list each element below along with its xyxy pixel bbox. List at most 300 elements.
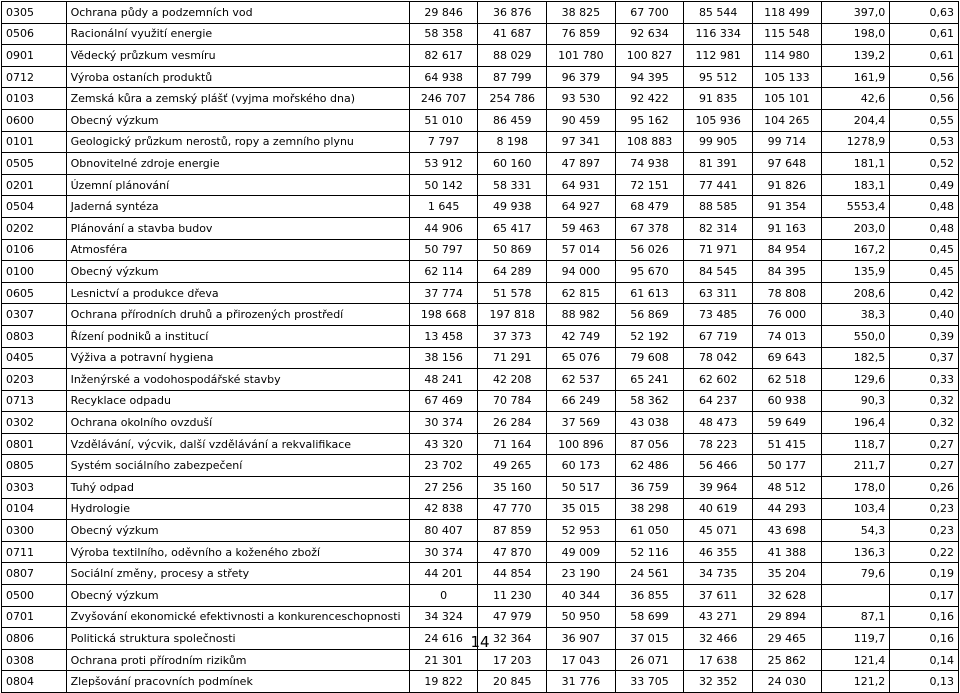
value-3: 52 953 — [547, 520, 616, 542]
share-ratio: 0,14 — [890, 649, 959, 671]
value-1: 62 114 — [409, 261, 478, 283]
row-name: Obnovitelné zdroje energie — [66, 153, 409, 175]
value-6: 51 415 — [753, 433, 822, 455]
row-code: 0303 — [2, 477, 67, 499]
row-name: Ochrana proti přírodním rizikům — [66, 649, 409, 671]
value-3: 35 015 — [547, 498, 616, 520]
table-row — [2, 23, 959, 45]
table-row — [2, 88, 959, 110]
row-code: 0713 — [2, 390, 67, 412]
table-row — [2, 174, 959, 196]
table-row — [2, 606, 959, 628]
index-percent: 198,0 — [821, 23, 890, 45]
share-ratio: 0,56 — [890, 88, 959, 110]
share-ratio: 0,22 — [890, 541, 959, 563]
row-code: 0201 — [2, 174, 67, 196]
index-percent: 1278,9 — [821, 131, 890, 153]
index-percent: 119,7 — [821, 628, 890, 650]
row-name: Zvyšování ekonomické efektivnosti a konkurenceschopnosti — [66, 606, 409, 628]
value-2: 87 859 — [478, 520, 547, 542]
row-name: Hydrologie — [66, 498, 409, 520]
value-2: 65 417 — [478, 217, 547, 239]
share-ratio: 0,61 — [890, 45, 959, 67]
row-code: 0803 — [2, 325, 67, 347]
share-ratio: 0,16 — [890, 606, 959, 628]
value-5: 62 602 — [684, 369, 753, 391]
value-2: 87 799 — [478, 66, 547, 88]
value-3: 38 825 — [547, 2, 616, 24]
value-4: 24 561 — [615, 563, 684, 585]
value-5: 73 485 — [684, 304, 753, 326]
value-4: 95 670 — [615, 261, 684, 283]
value-6: 32 628 — [753, 585, 822, 607]
index-percent: 121,4 — [821, 649, 890, 671]
row-name: Zlepšování pracovních podmínek — [66, 671, 409, 693]
value-3: 90 459 — [547, 109, 616, 131]
index-percent: 5553,4 — [821, 196, 890, 218]
index-percent: 203,0 — [821, 217, 890, 239]
value-4: 26 071 — [615, 649, 684, 671]
index-percent: 139,2 — [821, 45, 890, 67]
value-6: 105 133 — [753, 66, 822, 88]
value-5: 40 619 — [684, 498, 753, 520]
value-1: 7 797 — [409, 131, 478, 153]
value-6: 69 643 — [753, 347, 822, 369]
row-code: 0203 — [2, 369, 67, 391]
value-5: 56 466 — [684, 455, 753, 477]
row-code: 0701 — [2, 606, 67, 628]
value-4: 36 759 — [615, 477, 684, 499]
value-3: 37 569 — [547, 412, 616, 434]
value-6: 115 548 — [753, 23, 822, 45]
value-3: 49 009 — [547, 541, 616, 563]
index-percent: 208,6 — [821, 282, 890, 304]
value-5: 116 334 — [684, 23, 753, 45]
value-5: 77 441 — [684, 174, 753, 196]
row-name: Vzdělávání, výcvik, další vzdělávání a rekvalifikace — [66, 433, 409, 455]
row-name: Obecný výzkum — [66, 585, 409, 607]
table-row — [2, 541, 959, 563]
value-1: 21 301 — [409, 649, 478, 671]
value-5: 32 466 — [684, 628, 753, 650]
value-6: 84 395 — [753, 261, 822, 283]
row-code: 0302 — [2, 412, 67, 434]
value-1: 246 707 — [409, 88, 478, 110]
value-4: 79 608 — [615, 347, 684, 369]
value-1: 34 324 — [409, 606, 478, 628]
row-code: 0807 — [2, 563, 67, 585]
row-code: 0300 — [2, 520, 67, 542]
value-1: 27 256 — [409, 477, 478, 499]
value-2: 58 331 — [478, 174, 547, 196]
value-4: 58 362 — [615, 390, 684, 412]
value-6: 24 030 — [753, 671, 822, 693]
row-name: Ochrana okolního ovzduší — [66, 412, 409, 434]
value-6: 76 000 — [753, 304, 822, 326]
index-percent: 87,1 — [821, 606, 890, 628]
index-percent: 121,2 — [821, 671, 890, 693]
row-code: 0103 — [2, 88, 67, 110]
value-1: 51 010 — [409, 109, 478, 131]
value-2: 254 786 — [478, 88, 547, 110]
value-3: 40 344 — [547, 585, 616, 607]
value-1: 43 320 — [409, 433, 478, 455]
share-ratio: 0,39 — [890, 325, 959, 347]
table-row — [2, 498, 959, 520]
row-code: 0506 — [2, 23, 67, 45]
row-name: Výživa a potravní hygiena — [66, 347, 409, 369]
table-body — [2, 2, 959, 693]
index-percent: 550,0 — [821, 325, 890, 347]
value-2: 49 265 — [478, 455, 547, 477]
value-4: 92 634 — [615, 23, 684, 45]
value-1: 80 407 — [409, 520, 478, 542]
row-name: Plánování a stavba budov — [66, 217, 409, 239]
value-6: 60 938 — [753, 390, 822, 412]
row-name: Atmosféra — [66, 239, 409, 261]
index-percent: 182,5 — [821, 347, 890, 369]
value-5: 71 971 — [684, 239, 753, 261]
table-row — [2, 455, 959, 477]
share-ratio: 0,32 — [890, 390, 959, 412]
value-2: 47 770 — [478, 498, 547, 520]
value-4: 56 026 — [615, 239, 684, 261]
value-3: 31 776 — [547, 671, 616, 693]
value-6: 59 649 — [753, 412, 822, 434]
value-2: 47 870 — [478, 541, 547, 563]
value-4: 100 827 — [615, 45, 684, 67]
value-4: 37 015 — [615, 628, 684, 650]
value-5: 78 223 — [684, 433, 753, 455]
value-5: 37 611 — [684, 585, 753, 607]
value-4: 87 056 — [615, 433, 684, 455]
value-4: 52 192 — [615, 325, 684, 347]
value-1: 82 617 — [409, 45, 478, 67]
value-4: 68 479 — [615, 196, 684, 218]
value-2: 60 160 — [478, 153, 547, 175]
value-1: 64 938 — [409, 66, 478, 88]
value-3: 50 517 — [547, 477, 616, 499]
row-name: Jaderná syntéza — [66, 196, 409, 218]
value-3: 101 780 — [547, 45, 616, 67]
table-row — [2, 671, 959, 693]
value-4: 36 855 — [615, 585, 684, 607]
value-3: 64 927 — [547, 196, 616, 218]
value-3: 100 896 — [547, 433, 616, 455]
index-percent: 129,6 — [821, 369, 890, 391]
value-3: 59 463 — [547, 217, 616, 239]
value-1: 50 142 — [409, 174, 478, 196]
value-2: 197 818 — [478, 304, 547, 326]
value-1: 30 374 — [409, 541, 478, 563]
value-5: 95 512 — [684, 66, 753, 88]
value-4: 38 298 — [615, 498, 684, 520]
value-3: 94 000 — [547, 261, 616, 283]
row-code: 0806 — [2, 628, 67, 650]
row-name: Inženýrské a vodohospodářské stavby — [66, 369, 409, 391]
row-name: Geologický průzkum nerostů, ropy a zemního plynu — [66, 131, 409, 153]
value-5: 43 271 — [684, 606, 753, 628]
value-3: 66 249 — [547, 390, 616, 412]
share-ratio: 0,52 — [890, 153, 959, 175]
value-1: 38 156 — [409, 347, 478, 369]
value-2: 36 876 — [478, 2, 547, 24]
value-1: 0 — [409, 585, 478, 607]
row-code: 0805 — [2, 455, 67, 477]
value-1: 198 668 — [409, 304, 478, 326]
row-code: 0712 — [2, 66, 67, 88]
value-5: 85 544 — [684, 2, 753, 24]
value-5: 32 352 — [684, 671, 753, 693]
row-code: 0308 — [2, 649, 67, 671]
value-6: 91 826 — [753, 174, 822, 196]
index-percent: 54,3 — [821, 520, 890, 542]
value-2: 17 203 — [478, 649, 547, 671]
value-6: 48 512 — [753, 477, 822, 499]
share-ratio: 0,13 — [890, 671, 959, 693]
value-2: 41 687 — [478, 23, 547, 45]
value-6: 25 862 — [753, 649, 822, 671]
index-percent: 397,0 — [821, 2, 890, 24]
index-percent: 136,3 — [821, 541, 890, 563]
value-3: 88 982 — [547, 304, 616, 326]
value-1: 19 822 — [409, 671, 478, 693]
share-ratio: 0,49 — [890, 174, 959, 196]
value-2: 70 784 — [478, 390, 547, 412]
value-3: 42 749 — [547, 325, 616, 347]
value-5: 78 042 — [684, 347, 753, 369]
row-name: Obecný výzkum — [66, 109, 409, 131]
table-row — [2, 390, 959, 412]
value-4: 61 613 — [615, 282, 684, 304]
value-4: 72 151 — [615, 174, 684, 196]
row-code: 0505 — [2, 153, 67, 175]
row-name: Řízení podniků a institucí — [66, 325, 409, 347]
table-row — [2, 649, 959, 671]
index-percent — [821, 585, 890, 607]
value-3: 17 043 — [547, 649, 616, 671]
value-1: 1 645 — [409, 196, 478, 218]
index-percent: 181,1 — [821, 153, 890, 175]
row-code: 0202 — [2, 217, 67, 239]
value-6: 62 518 — [753, 369, 822, 391]
value-2: 50 869 — [478, 239, 547, 261]
share-ratio: 0,23 — [890, 498, 959, 520]
value-1: 42 838 — [409, 498, 478, 520]
value-2: 35 160 — [478, 477, 547, 499]
statistics-table — [1, 1, 959, 693]
value-4: 67 700 — [615, 2, 684, 24]
row-code: 0405 — [2, 347, 67, 369]
value-5: 34 735 — [684, 563, 753, 585]
row-code: 0711 — [2, 541, 67, 563]
value-2: 20 845 — [478, 671, 547, 693]
value-1: 50 797 — [409, 239, 478, 261]
row-name: Ochrana půdy a podzemních vod — [66, 2, 409, 24]
value-3: 36 907 — [547, 628, 616, 650]
value-6: 91 354 — [753, 196, 822, 218]
value-3: 47 897 — [547, 153, 616, 175]
index-percent: 79,6 — [821, 563, 890, 585]
value-3: 65 076 — [547, 347, 616, 369]
value-6: 97 648 — [753, 153, 822, 175]
share-ratio: 0,45 — [890, 261, 959, 283]
row-code: 0104 — [2, 498, 67, 520]
table-row — [2, 369, 959, 391]
index-percent: 118,7 — [821, 433, 890, 455]
row-name: Obecný výzkum — [66, 520, 409, 542]
share-ratio: 0,53 — [890, 131, 959, 153]
share-ratio: 0,16 — [890, 628, 959, 650]
row-name: Výroba textilního, oděvního a koženého zboží — [66, 541, 409, 563]
value-5: 45 071 — [684, 520, 753, 542]
index-percent: 196,4 — [821, 412, 890, 434]
value-2: 51 578 — [478, 282, 547, 304]
value-6: 84 954 — [753, 239, 822, 261]
value-1: 13 458 — [409, 325, 478, 347]
table-row — [2, 325, 959, 347]
value-1: 29 846 — [409, 2, 478, 24]
value-4: 61 050 — [615, 520, 684, 542]
value-2: 47 979 — [478, 606, 547, 628]
value-6: 105 101 — [753, 88, 822, 110]
table-row — [2, 563, 959, 585]
row-code: 0106 — [2, 239, 67, 261]
index-percent: 38,3 — [821, 304, 890, 326]
value-5: 81 391 — [684, 153, 753, 175]
row-code: 0500 — [2, 585, 67, 607]
row-name: Lesnictví a produkce dřeva — [66, 282, 409, 304]
share-ratio: 0,45 — [890, 239, 959, 261]
value-1: 44 906 — [409, 217, 478, 239]
value-3: 96 379 — [547, 66, 616, 88]
value-5: 99 905 — [684, 131, 753, 153]
share-ratio: 0,42 — [890, 282, 959, 304]
share-ratio: 0,61 — [890, 23, 959, 45]
value-6: 91 163 — [753, 217, 822, 239]
row-name: Zemská kůra a zemský plášť (vyjma mořského dna) — [66, 88, 409, 110]
index-percent: 90,3 — [821, 390, 890, 412]
share-ratio: 0,40 — [890, 304, 959, 326]
share-ratio: 0,23 — [890, 520, 959, 542]
row-name: Politická struktura společnosti — [66, 628, 409, 650]
value-5: 112 981 — [684, 45, 753, 67]
table-row — [2, 153, 959, 175]
value-1: 24 616 — [409, 628, 478, 650]
table-row — [2, 304, 959, 326]
value-6: 99 714 — [753, 131, 822, 153]
row-code: 0307 — [2, 304, 67, 326]
value-1: 23 702 — [409, 455, 478, 477]
row-name: Výroba ostaních produktů — [66, 66, 409, 88]
table-row — [2, 239, 959, 261]
value-5: 46 355 — [684, 541, 753, 563]
value-1: 37 774 — [409, 282, 478, 304]
value-4: 58 699 — [615, 606, 684, 628]
index-percent: 103,4 — [821, 498, 890, 520]
value-5: 91 835 — [684, 88, 753, 110]
share-ratio: 0,48 — [890, 196, 959, 218]
value-3: 97 341 — [547, 131, 616, 153]
row-name: Obecný výzkum — [66, 261, 409, 283]
value-6: 78 808 — [753, 282, 822, 304]
value-3: 64 931 — [547, 174, 616, 196]
value-5: 105 936 — [684, 109, 753, 131]
value-4: 62 486 — [615, 455, 684, 477]
value-6: 29 894 — [753, 606, 822, 628]
value-2: 71 164 — [478, 433, 547, 455]
table-row — [2, 109, 959, 131]
share-ratio: 0,19 — [890, 563, 959, 585]
index-percent: 211,7 — [821, 455, 890, 477]
row-code: 0605 — [2, 282, 67, 304]
value-2: 64 289 — [478, 261, 547, 283]
value-2: 26 284 — [478, 412, 547, 434]
share-ratio: 0,56 — [890, 66, 959, 88]
row-name: Sociální změny, procesy a střety — [66, 563, 409, 585]
index-percent: 42,6 — [821, 88, 890, 110]
row-code: 0101 — [2, 131, 67, 153]
value-2: 86 459 — [478, 109, 547, 131]
table-row — [2, 433, 959, 455]
value-3: 50 950 — [547, 606, 616, 628]
table-row — [2, 412, 959, 434]
value-6: 114 980 — [753, 45, 822, 67]
value-6: 43 698 — [753, 520, 822, 542]
table-row — [2, 196, 959, 218]
value-2: 49 938 — [478, 196, 547, 218]
value-5: 17 638 — [684, 649, 753, 671]
table-row — [2, 217, 959, 239]
value-5: 64 237 — [684, 390, 753, 412]
row-name: Recyklace odpadu — [66, 390, 409, 412]
value-3: 93 530 — [547, 88, 616, 110]
value-3: 62 815 — [547, 282, 616, 304]
table-row — [2, 520, 959, 542]
value-5: 63 311 — [684, 282, 753, 304]
share-ratio: 0,32 — [890, 412, 959, 434]
value-5: 82 314 — [684, 217, 753, 239]
share-ratio: 0,55 — [890, 109, 959, 131]
value-4: 95 162 — [615, 109, 684, 131]
value-3: 62 537 — [547, 369, 616, 391]
value-4: 94 395 — [615, 66, 684, 88]
value-5: 84 545 — [684, 261, 753, 283]
value-5: 67 719 — [684, 325, 753, 347]
value-6: 104 265 — [753, 109, 822, 131]
value-4: 92 422 — [615, 88, 684, 110]
index-percent: 135,9 — [821, 261, 890, 283]
value-6: 35 204 — [753, 563, 822, 585]
value-3: 60 173 — [547, 455, 616, 477]
value-2: 88 029 — [478, 45, 547, 67]
row-name: Ochrana přírodních druhů a přirozených prostředí — [66, 304, 409, 326]
index-percent: 161,9 — [821, 66, 890, 88]
share-ratio: 0,27 — [890, 455, 959, 477]
table-row — [2, 131, 959, 153]
share-ratio: 0,37 — [890, 347, 959, 369]
share-ratio: 0,33 — [890, 369, 959, 391]
value-3: 76 859 — [547, 23, 616, 45]
value-6: 74 013 — [753, 325, 822, 347]
value-5: 88 585 — [684, 196, 753, 218]
value-1: 58 358 — [409, 23, 478, 45]
row-code: 0804 — [2, 671, 67, 693]
row-code: 0801 — [2, 433, 67, 455]
value-5: 48 473 — [684, 412, 753, 434]
row-name: Vědecký průzkum vesmíru — [66, 45, 409, 67]
row-code: 0901 — [2, 45, 67, 67]
